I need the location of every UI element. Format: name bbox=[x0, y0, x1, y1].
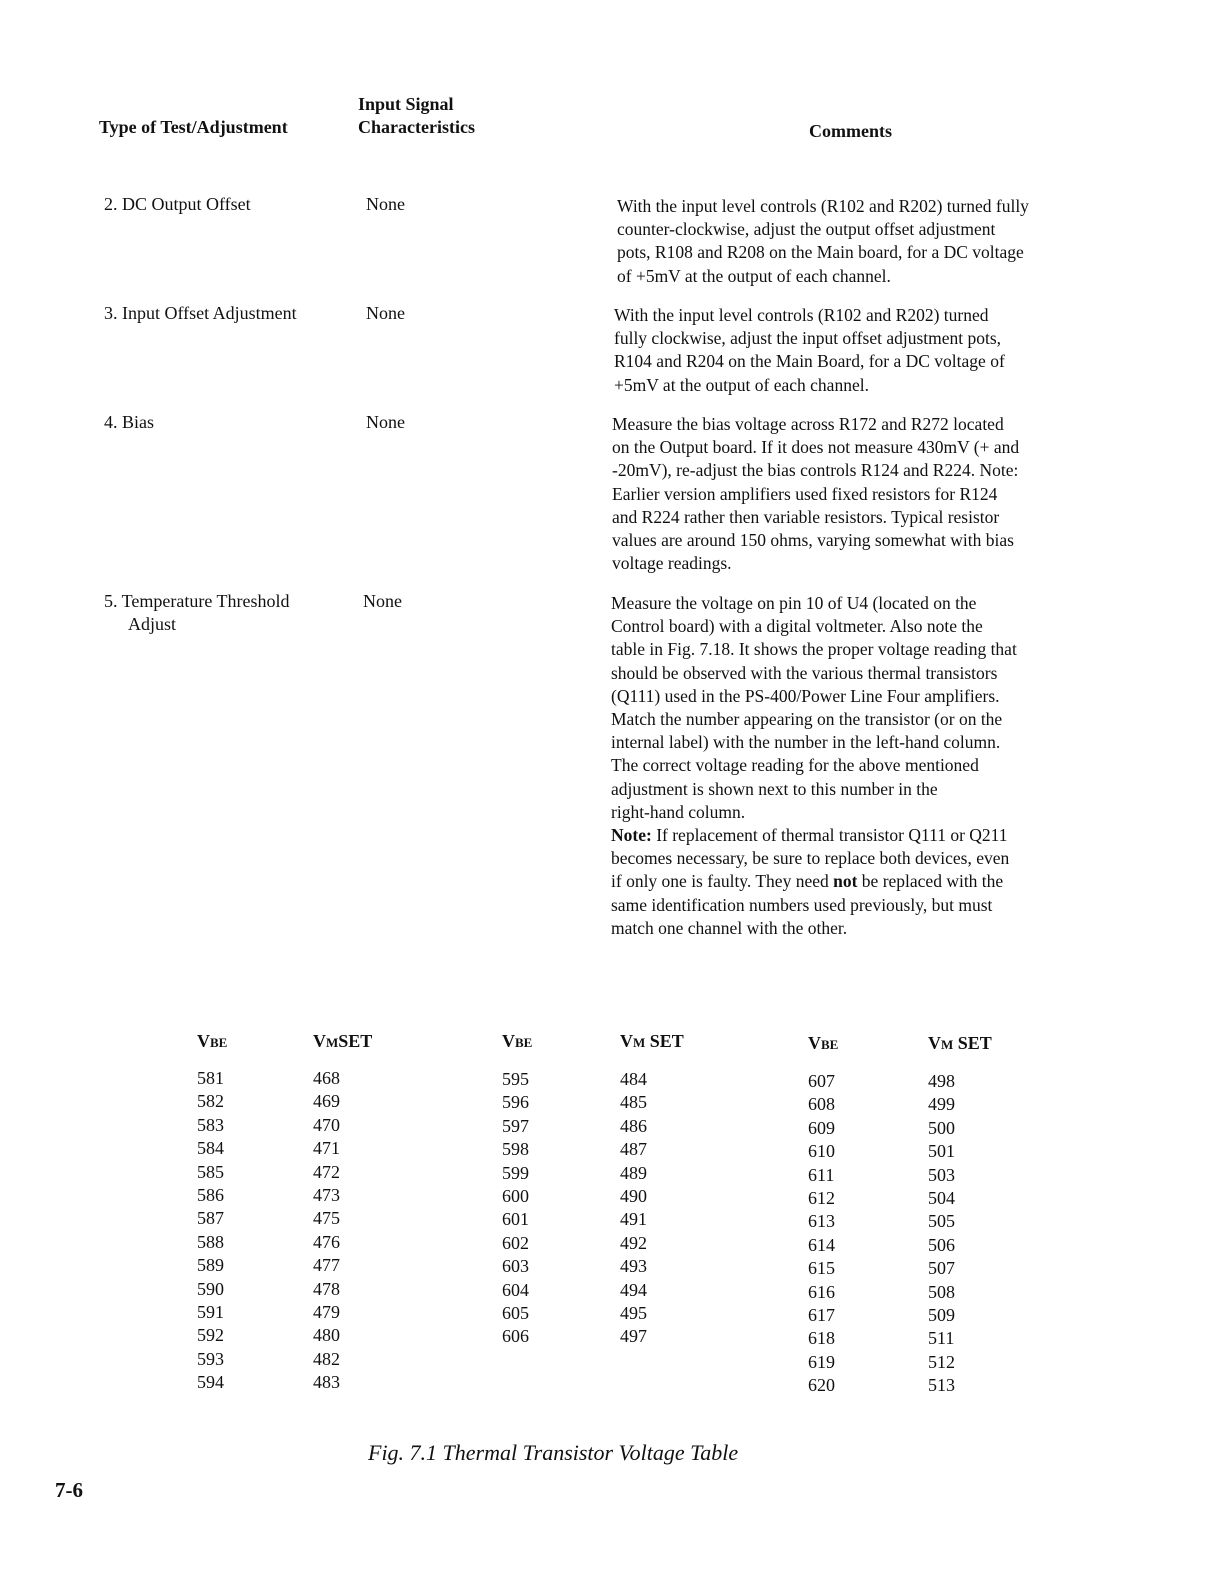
table-cell: 495 bbox=[620, 1303, 647, 1324]
page-number: 7-6 bbox=[55, 1478, 83, 1502]
table-cell: 485 bbox=[620, 1092, 647, 1113]
table-header: VM SET bbox=[620, 1031, 684, 1051]
table-cell: 479 bbox=[313, 1302, 340, 1323]
comment-line: of +5mV at the output of each channel. bbox=[617, 265, 891, 286]
comment-line: becomes necessary, be sure to replace both devices, even bbox=[611, 848, 1010, 869]
header-comments: Comments bbox=[809, 121, 892, 141]
table-cell: 591 bbox=[197, 1302, 224, 1323]
header-subscript: M bbox=[633, 1035, 646, 1050]
table-cell: 498 bbox=[928, 1071, 955, 1091]
table-cell: 589 bbox=[197, 1255, 224, 1276]
comment-line: fully clockwise, adjust the input offset adjustment pots, bbox=[614, 328, 1002, 349]
table-cell: 483 bbox=[313, 1372, 340, 1393]
comment-line: internal label) with the number in the left-hand column. bbox=[611, 732, 1001, 753]
table-cell: 490 bbox=[620, 1186, 647, 1207]
table-cell: 477 bbox=[313, 1255, 340, 1276]
header-subscript: BE bbox=[210, 1035, 228, 1050]
comment-text bbox=[614, 304, 1005, 397]
comment-line: if only one is faulty. They need not be replaced with the bbox=[611, 871, 1004, 892]
comment-line: adjustment is shown next to this number in the bbox=[611, 778, 938, 799]
table-cell: 497 bbox=[620, 1326, 647, 1347]
comment-text bbox=[612, 413, 1019, 575]
item-name-line: 2. DC Output Offset bbox=[104, 194, 251, 214]
item-name bbox=[104, 411, 154, 434]
comment-line: same identification numbers used previously, but must bbox=[611, 894, 993, 915]
table-cell: 616 bbox=[808, 1281, 835, 1302]
comment-line: voltage readings. bbox=[612, 553, 732, 574]
table-cell: 606 bbox=[502, 1326, 529, 1347]
table-cell: 482 bbox=[313, 1348, 340, 1369]
table-cell: 509 bbox=[928, 1305, 955, 1326]
table-cell: 507 bbox=[928, 1258, 955, 1279]
table-cell: 583 bbox=[197, 1114, 224, 1135]
table-column bbox=[808, 1070, 835, 1398]
comment-line: should be observed with the various thermal transistors bbox=[611, 662, 998, 683]
comment-line: Match the number appearing on the transistor (or on the bbox=[611, 709, 1003, 730]
table-cell: 476 bbox=[313, 1231, 340, 1252]
table-cell: 617 bbox=[808, 1305, 835, 1326]
table-column bbox=[197, 1067, 224, 1395]
header-characteristics: Characteristics bbox=[358, 117, 475, 137]
table-cell: 470 bbox=[313, 1114, 340, 1135]
comment-line: With the input level controls (R102 and R202) turned fully bbox=[617, 196, 1029, 216]
table-cell: 581 bbox=[197, 1068, 224, 1088]
table-cell: 619 bbox=[808, 1351, 835, 1372]
item-name bbox=[104, 193, 251, 216]
input-signal-value: None bbox=[366, 412, 405, 432]
table-cell: 501 bbox=[928, 1141, 955, 1162]
table-cell: 608 bbox=[808, 1094, 835, 1115]
table-cell: 475 bbox=[313, 1208, 340, 1229]
table-cell: 592 bbox=[197, 1325, 224, 1346]
table-cell: 469 bbox=[313, 1091, 340, 1112]
table-cell: 594 bbox=[197, 1372, 224, 1393]
table-cell: 610 bbox=[808, 1141, 835, 1162]
table-cell: 601 bbox=[502, 1209, 529, 1230]
table-cell: 506 bbox=[928, 1234, 955, 1255]
table-column bbox=[928, 1070, 955, 1398]
table-cell: 588 bbox=[197, 1231, 224, 1252]
table-cell: 607 bbox=[808, 1071, 835, 1091]
comment-line: Control board) with a digital voltmeter. Also note the bbox=[611, 616, 983, 637]
table-cell: 484 bbox=[620, 1069, 647, 1089]
comment-line: right-hand column. bbox=[611, 801, 746, 822]
table-cell: 587 bbox=[197, 1208, 224, 1229]
table-cell: 600 bbox=[502, 1186, 529, 1207]
table-cell: 615 bbox=[808, 1258, 835, 1279]
table-header: VBE bbox=[808, 1033, 839, 1053]
table-cell: 584 bbox=[197, 1138, 224, 1159]
item-name-line: Adjust bbox=[128, 614, 177, 634]
table-cell: 499 bbox=[928, 1094, 955, 1115]
table-header: VBE bbox=[502, 1031, 533, 1051]
table-cell: 586 bbox=[197, 1185, 224, 1206]
table-cell: 472 bbox=[313, 1161, 340, 1182]
table-cell: 602 bbox=[502, 1232, 529, 1253]
item-name bbox=[104, 590, 290, 636]
comment-line: Earlier version amplifiers used fixed resistors for R124 bbox=[612, 483, 998, 504]
table-cell: 473 bbox=[313, 1185, 340, 1206]
comment-line: The correct voltage reading for the above mentioned bbox=[611, 755, 979, 776]
comment-line: on the Output board. If it does not measure 430mV (+ and bbox=[612, 437, 1020, 458]
table-cell: 605 bbox=[502, 1303, 529, 1324]
table-cell: 603 bbox=[502, 1256, 529, 1277]
table-cell: 500 bbox=[928, 1117, 955, 1138]
header-input-signal: Input Signal bbox=[358, 94, 454, 114]
table-cell: 478 bbox=[313, 1278, 340, 1299]
comment-line: Note: If replacement of thermal transistor Q111 or Q211 bbox=[611, 825, 1008, 846]
comment-line: (Q111) used in the PS-400/Power Line Four amplifiers. bbox=[611, 685, 1000, 706]
comment-line: pots, R108 and R208 on the Main board, for a DC voltage bbox=[617, 242, 1024, 263]
comment-line: -20mV), re-adjust the bias controls R124 and R224. Note: bbox=[612, 460, 1019, 481]
table-column bbox=[502, 1068, 529, 1349]
table-cell: 480 bbox=[313, 1325, 340, 1346]
table-cell: 613 bbox=[808, 1211, 835, 1232]
table-cell: 511 bbox=[928, 1328, 955, 1349]
comment-line: counter-clockwise, adjust the output offset adjustment bbox=[617, 219, 996, 240]
item-name-line: 3. Input Offset Adjustment bbox=[104, 303, 297, 323]
table-cell: 471 bbox=[313, 1138, 340, 1159]
bold-text: not bbox=[833, 871, 858, 892]
table-cell: 585 bbox=[197, 1161, 224, 1182]
comment-line: values are around 150 ohms, varying somewhat with bias bbox=[612, 530, 1014, 551]
table-cell: 513 bbox=[928, 1375, 955, 1396]
table-cell: 505 bbox=[928, 1211, 955, 1232]
header-type-of-test: Type of Test/Adjustment bbox=[99, 117, 288, 137]
header-subscript: BE bbox=[821, 1037, 839, 1052]
comment-text bbox=[611, 592, 1017, 940]
table-cell: 614 bbox=[808, 1234, 835, 1255]
header-subscript: M bbox=[326, 1035, 339, 1050]
comment-line: With the input level controls (R102 and R202) turned bbox=[614, 305, 989, 325]
table-cell: 486 bbox=[620, 1115, 647, 1136]
table-cell: 596 bbox=[502, 1092, 529, 1113]
table-cell: 512 bbox=[928, 1351, 955, 1372]
comment-text bbox=[617, 195, 1029, 288]
comment-line: and R224 rather then variable resistors. Typical resistor bbox=[612, 506, 1000, 527]
table-cell: 597 bbox=[502, 1115, 529, 1136]
table-cell: 611 bbox=[808, 1164, 835, 1185]
table-cell: 494 bbox=[620, 1279, 647, 1300]
table-cell: 468 bbox=[313, 1068, 340, 1088]
input-signal-value: None bbox=[366, 303, 405, 323]
table-cell: 489 bbox=[620, 1162, 647, 1183]
table-cell: 604 bbox=[502, 1279, 529, 1300]
table-cell: 487 bbox=[620, 1139, 647, 1160]
comment-line: table in Fig. 7.18. It shows the proper voltage reading that bbox=[611, 639, 1017, 660]
comment-line: Measure the voltage on pin 10 of U4 (located on the bbox=[611, 593, 977, 613]
header-subscript: BE bbox=[515, 1035, 533, 1050]
table-cell: 599 bbox=[502, 1162, 529, 1183]
table-cell: 504 bbox=[928, 1188, 955, 1209]
table-cell: 618 bbox=[808, 1328, 835, 1349]
table-cell: 593 bbox=[197, 1348, 224, 1369]
table-cell: 508 bbox=[928, 1281, 955, 1302]
table-cell: 492 bbox=[620, 1232, 647, 1253]
comment-line: +5mV at the output of each channel. bbox=[614, 374, 869, 395]
item-name-line: 4. Bias bbox=[104, 412, 155, 432]
header-subscript: M bbox=[941, 1037, 954, 1052]
table-cell: 493 bbox=[620, 1256, 647, 1277]
table-cell: 620 bbox=[808, 1375, 835, 1396]
table-column bbox=[313, 1067, 340, 1395]
table-cell: 609 bbox=[808, 1117, 835, 1138]
table-cell: 590 bbox=[197, 1278, 224, 1299]
table-column bbox=[620, 1068, 647, 1349]
table-cell: 595 bbox=[502, 1069, 529, 1089]
input-signal-value: None bbox=[363, 591, 402, 611]
table-header: VMSET bbox=[313, 1031, 373, 1051]
table-cell: 491 bbox=[620, 1209, 647, 1230]
table-cell: 503 bbox=[928, 1164, 955, 1185]
table-header: VM SET bbox=[928, 1033, 992, 1053]
item-name-line: 5. Temperature Threshold bbox=[104, 591, 290, 611]
table-cell: 612 bbox=[808, 1188, 835, 1209]
table-cell: 598 bbox=[502, 1139, 529, 1160]
item-name bbox=[104, 302, 297, 325]
comment-line: match one channel with the other. bbox=[611, 917, 848, 938]
comment-line: R104 and R204 on the Main Board, for a DC voltage of bbox=[614, 351, 1005, 372]
table-cell: 582 bbox=[197, 1091, 224, 1112]
comment-line: Measure the bias voltage across R172 and R272 located bbox=[612, 414, 1004, 434]
input-signal-value: None bbox=[366, 194, 405, 214]
figure-caption: Fig. 7.1 Thermal Transistor Voltage Table bbox=[368, 1440, 739, 1465]
table-header: VBE bbox=[197, 1031, 228, 1051]
bold-text: Note: bbox=[611, 825, 652, 846]
